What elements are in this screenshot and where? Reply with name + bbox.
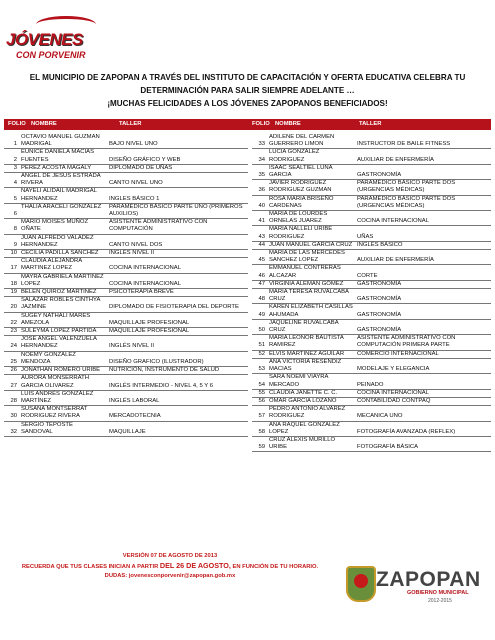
table-row xyxy=(252,359,491,374)
folio-cell: 24 xyxy=(10,343,17,350)
table-row xyxy=(4,313,248,328)
header-taller-left: TALLER xyxy=(119,121,142,127)
taller-cell: ASISTENTE ADMINISTRATIVO CON COMPUTACIÓN PRIMERA PARTE xyxy=(357,335,456,349)
nombre-cell: ANA VICTORIA RESENDIZ MACIAS xyxy=(269,358,342,373)
taller-cell: COCINA INTERNACIONAL xyxy=(357,218,430,225)
folio-cell: 6 xyxy=(13,211,17,218)
taller-cell: ASISTENTE ADMINISTRATIVO CON COMPUTACIÓN xyxy=(109,219,208,233)
taller-cell: CONTABILIDAD CONTPAQ xyxy=(357,397,431,404)
nombre-cell: MARIA TERESA RUVALCABA CRUZ xyxy=(269,289,349,303)
taller-cell: PARAMÉDICO BÁSICO PARTE UNO (PRIMEROS AUXILIOS) xyxy=(109,203,243,218)
folio-cell: 47 xyxy=(258,280,265,287)
zapopan-crest-icon xyxy=(346,566,376,602)
table-row xyxy=(252,289,491,304)
taller-cell: COCINA INTERNACIONAL xyxy=(109,265,182,272)
table-row xyxy=(4,367,248,375)
table-row xyxy=(4,134,248,149)
folio-cell: 49 xyxy=(258,311,265,318)
nombre-cell: BELEN QUIROZ MARTINEZ xyxy=(21,289,97,296)
folio-cell: 10 xyxy=(10,250,17,257)
folio-cell: 54 xyxy=(258,381,265,388)
nombre-cell: SULEYMA LOPEZ PARTIDA xyxy=(21,328,97,335)
folio-cell: 51 xyxy=(258,342,265,349)
start-date: DEL 26 DE AGOSTO, xyxy=(159,561,231,570)
nombre-cell: ANGEL DE JESUS ESTRADA RIVERA xyxy=(21,173,101,187)
taller-cell: CANTO NIVEL UNO xyxy=(109,180,163,187)
taller-cell: FOTOGRAFÍA AVANZADA (REFLEX) xyxy=(357,428,456,435)
table-row xyxy=(252,196,491,211)
table-row xyxy=(252,250,491,265)
folio-cell: 52 xyxy=(258,350,265,357)
nombre-cell: JONATHAN ROMERO URIBE xyxy=(21,367,101,374)
folio-cell: 32 xyxy=(10,428,17,435)
taller-cell: INGLÉS NIVEL II xyxy=(109,343,154,350)
table-row xyxy=(252,320,491,335)
nombre-cell: NOEMY GONZALEZ MENDOZA xyxy=(21,351,76,365)
nombre-cell: CLAUDIA ALEJANDRA MARTINEZ LOPEZ xyxy=(21,258,82,272)
nombre-cell: PEDRO ANTONIO ALVAREZ RODRIGUEZ xyxy=(269,406,346,420)
nombre-cell: CECILIA PADILLA SANCHEZ xyxy=(21,250,99,257)
taller-cell: AUXILIAR DE ENFERMERÍA xyxy=(357,156,434,163)
taller-cell: INSTRUCTOR DE BAILE FITNESS xyxy=(357,141,451,148)
table-row xyxy=(4,149,248,164)
taller-cell: COCINA INTERNACIONAL xyxy=(109,280,182,287)
nombre-cell: SUGEY NATHALI MARES AMEZOLA xyxy=(21,312,91,326)
table-row xyxy=(4,165,248,173)
taller-cell: MAQUILLAJE PROFESIONAL xyxy=(109,328,190,335)
nombre-cell: KAREN ELIZABETH CASILLAS AHUMADA xyxy=(269,304,353,318)
table-row xyxy=(252,398,491,406)
nombre-cell: MARIO MOISES MUÑOZ OÑATE xyxy=(21,219,89,233)
folio-cell: 30 xyxy=(10,413,17,420)
folio-cell: 9 xyxy=(13,241,17,248)
gobierno-municipal-text: GOBIERNO MUNICIPAL xyxy=(407,590,469,596)
taller-cell: INGLÉS INTERMEDIO - NIVEL 4, 5 Y 6 xyxy=(109,382,213,389)
taller-cell: PARAMÉDICO BÁSICO PARTE DOS (URGENCIAS MÉDICAS) xyxy=(357,195,456,209)
nombre-cell: ROSA MARIA BRISEÑO CARDENAS xyxy=(269,195,334,209)
folio-cell: 50 xyxy=(258,327,265,334)
folio-cell: 55 xyxy=(258,389,265,396)
folio-cell: 40 xyxy=(258,202,265,209)
table-row xyxy=(4,352,248,367)
folio-cell: 33 xyxy=(258,141,265,148)
nombre-cell: ISAAC SEALTIEL LUNA GARCIA xyxy=(269,164,333,179)
table-row xyxy=(252,335,491,350)
table-row xyxy=(252,406,491,421)
nombre-cell: EMMANUEL CONTRERAS ALCAZAR xyxy=(269,265,341,279)
taller-cell: MAQUILLAJE xyxy=(109,428,146,435)
nombre-cell: SALAZAR ROBLES CINTHYA JAZMINE xyxy=(21,297,101,311)
table-row xyxy=(252,351,491,359)
zapopan-logo-text: ZAPOPAN xyxy=(376,568,481,591)
folio-cell: 45 xyxy=(258,257,265,264)
folio-cell: 41 xyxy=(258,218,265,225)
table-row xyxy=(4,188,248,203)
nombre-cell: PEREZ ACOSTA MAGALY xyxy=(21,164,92,171)
nombre-cell: SUSANA MONTSERRAT RODRIGUEZ RIVERA xyxy=(21,406,88,420)
folio-cell: 44 xyxy=(258,241,265,248)
folio-cell: 43 xyxy=(258,233,265,240)
table-row xyxy=(252,281,491,289)
table-row xyxy=(252,165,491,180)
nombre-cell: JAQUELINE RUVALCABA CRUZ xyxy=(269,319,339,334)
nombre-cell: NAYELI ALIDAIL MADRIGAL HERNANDEZ xyxy=(21,188,97,202)
table-row xyxy=(252,422,491,437)
taller-cell: COCINA INTERNACIONAL xyxy=(357,389,430,396)
taller-cell: GASTRONOMÍA xyxy=(357,311,402,318)
taller-cell: MECANICA UNO xyxy=(357,413,403,420)
table-row xyxy=(4,204,248,219)
taller-cell: MAQUILLAJE PROFESIONAL xyxy=(109,319,190,326)
jovenes-con-porvenir-logo xyxy=(6,12,116,72)
table-row xyxy=(4,336,248,351)
table-row xyxy=(4,235,248,250)
nombre-cell: AURORA MONSERRATH GARCIA OLIVAREZ xyxy=(21,375,89,389)
reminder-text: RECUERDA QUE TUS CLASES INICIAN A PARTIR DEL 26 DE AGOSTO, EN FUNCIÓN DE TU HORARIO. xyxy=(21,561,319,570)
folio-cell: 8 xyxy=(13,226,17,233)
logo-line-1: JÓVENES xyxy=(6,30,83,49)
taller-cell: PEINADO xyxy=(357,381,384,388)
term-years-text: 2012-2015 xyxy=(428,598,452,604)
heading-line-3: ¡MUCHAS FELICIDADES A LOS JÓVENES ZAPOPANOS BENEFICIADOS! xyxy=(107,99,388,108)
folio-cell: 26 xyxy=(10,367,17,374)
taller-cell: MERCADOTECNIA xyxy=(109,413,161,420)
folio-cell: 59 xyxy=(258,444,265,451)
table-row xyxy=(4,422,248,437)
header-taller-right: TALLER xyxy=(359,121,382,127)
page-heading xyxy=(20,71,475,110)
taller-cell: DISEÑO GRÁFICO Y WEB xyxy=(109,156,181,163)
nombre-cell: VIRGINIA ALEMAN GÓMEZ xyxy=(269,280,344,287)
nombre-cell: JAVIER RODRIGUEZ RODRIGUEZ GUZMAN xyxy=(269,180,332,194)
nombre-cell: JUAN ALFREDO VALADEZ HERNANDEZ xyxy=(21,234,94,248)
nombre-cell: OCTAVIO MANUEL GUZMAN MADRIGAL xyxy=(21,134,100,148)
folio-cell: 25 xyxy=(10,358,17,365)
nombre-cell: MARIA NALLELI URIBE RODRIGUEZ xyxy=(269,226,333,240)
folio-cell: 20 xyxy=(10,304,17,311)
nombre-cell: MARIA DE LOURDES ORNELAS JUAREZ xyxy=(269,211,328,225)
logo-line-2: CON PORVENIR xyxy=(16,50,86,60)
table-row xyxy=(4,258,248,273)
folio-cell: 53 xyxy=(258,366,265,373)
table-row xyxy=(4,375,248,390)
table-row xyxy=(252,211,491,226)
folio-cell: 4 xyxy=(13,180,17,187)
folio-cell: 27 xyxy=(10,382,17,389)
heading-line-2: DETERMINACIÓN PARA SALIR SIEMPRE ADELANTE … xyxy=(140,86,355,95)
nombre-cell: JUAN MANUEL GARCIA CRUZ xyxy=(269,241,353,248)
taller-cell: BAJO NIVEL UNO xyxy=(109,141,158,148)
taller-cell: PARAMÉDICO BÁSICO PARTE DOS (URGENCIAS MÉDICAS) xyxy=(357,180,456,194)
table-row xyxy=(4,250,248,258)
folio-cell: 23 xyxy=(10,328,17,335)
nombre-cell: SERGIO TEPOSTE SANDOVAL xyxy=(21,421,73,435)
taller-cell: GASTRONOMÍA xyxy=(357,280,402,287)
taller-cell: GASTRONOMÍA xyxy=(357,296,402,303)
table-row xyxy=(4,289,248,297)
nombre-cell: ELVIS MARTINEZ AGUILAR xyxy=(269,350,345,357)
table-row xyxy=(252,134,491,149)
nombre-cell: MARIA LEONOR BAUTISTA RAMIREZ xyxy=(269,335,344,349)
nombre-cell: OMAR GARCIA LOZANO xyxy=(269,397,337,404)
taller-cell: MODELAJE Y ELEGANCIA xyxy=(357,366,430,373)
taller-cell: CANTO NIVEL DOS xyxy=(109,241,163,248)
header-folio-right: FOLIO xyxy=(252,121,270,127)
folio-cell: 18 xyxy=(10,280,17,287)
taller-cell: INGLÉS NIVEL II xyxy=(109,250,154,257)
taller-cell: UÑAS xyxy=(357,233,374,240)
folio-cell: 5 xyxy=(13,195,17,202)
footer-notice xyxy=(0,552,340,581)
doubts-text: DUDAS: jovenesconporvenir@zapopan.gob.mx xyxy=(104,573,236,579)
nombre-cell: SARA NOEMI VIAYRA MERCADO xyxy=(269,374,329,388)
table-row xyxy=(252,390,491,398)
taller-cell: PSICOTERAPIA BREVE xyxy=(109,289,174,296)
nombre-cell: ADILENE DEL CARMEN GUERRERO LIMON xyxy=(269,134,335,148)
folio-cell: 1 xyxy=(13,141,17,148)
taller-cell: CORTE xyxy=(357,272,378,279)
nombre-cell: LUCIA GONZALEZ RODRIGUEZ xyxy=(269,149,320,163)
folio-cell: 28 xyxy=(10,397,17,404)
taller-cell: GASTRONOMÍA xyxy=(357,172,402,179)
folio-cell: 56 xyxy=(258,397,265,404)
nombre-cell: MARIA DE LAS MERCEDES SANCHEZ LOPEZ xyxy=(269,250,345,264)
folio-cell: 22 xyxy=(10,319,17,326)
nombre-cell: ANA RAQUEL GONZALEZ LOPEZ xyxy=(269,421,340,435)
right-table-column xyxy=(252,134,491,452)
table-row xyxy=(252,242,491,250)
table-row xyxy=(252,265,491,280)
folio-cell: 2 xyxy=(13,156,17,163)
left-table-column xyxy=(4,134,248,437)
table-header xyxy=(4,119,491,130)
nombre-cell: THALIA ARACELI GONZALEZ xyxy=(21,203,102,210)
taller-cell: AUXILIAR DE ENFERMERÍA xyxy=(357,257,434,264)
nombre-cell: MAYRA GABRIELA MARTINEZ LOPEZ xyxy=(21,273,104,287)
header-nombre-left: NOMBRE xyxy=(31,121,57,127)
folio-cell: 35 xyxy=(258,172,265,179)
nombre-cell: CRUZ ALEXIS MURILLO URIBE xyxy=(269,436,336,451)
nombre-cell: LUIS ANDRÉS GONZÁLEZ MARTÍNEZ xyxy=(21,390,94,404)
taller-cell: DIPLOMADO DE UÑAS xyxy=(109,164,173,171)
table-row xyxy=(4,274,248,289)
header-folio-left: FOLIO xyxy=(8,121,26,127)
nombre-cell: CLAUDIA JANETTE C. C. xyxy=(269,389,338,396)
table-row xyxy=(4,297,248,312)
nombre-cell: EUNICE DANIELA MACIAS FUENTES xyxy=(21,149,94,163)
folio-cell: 36 xyxy=(258,187,265,194)
nombre-cell: JOSE ANGEL VALENZUELA HERNANDEZ xyxy=(21,336,97,350)
taller-cell: INGLÉS BÁSICO xyxy=(357,241,403,248)
folio-cell: 57 xyxy=(258,413,265,420)
table-row xyxy=(252,180,491,195)
table-row xyxy=(4,406,248,421)
taller-cell: GASTRONOMÍA xyxy=(357,327,402,334)
table-row xyxy=(4,391,248,406)
taller-cell: NUTRICIÓN, INSTRUMENTO DE SALUD xyxy=(109,367,220,374)
version-text: VERSIÓN 07 DE AGOSTO DE 2013 xyxy=(122,553,218,559)
table-row xyxy=(252,226,491,241)
folio-cell: 46 xyxy=(258,272,265,279)
table-row xyxy=(252,374,491,389)
folio-cell: 58 xyxy=(258,428,265,435)
taller-cell: INGLÉS LABORAL xyxy=(109,397,160,404)
table-row xyxy=(252,304,491,319)
folio-cell: 48 xyxy=(258,296,265,303)
taller-cell: DISEÑO GRAFICO (ILUSTRADOR) xyxy=(109,358,204,365)
folio-cell: 3 xyxy=(13,164,17,171)
folio-cell: 17 xyxy=(10,265,17,272)
table-row xyxy=(4,328,248,336)
table-row xyxy=(4,173,248,188)
heading-line-1: EL MUNICIPIO DE ZAPOPAN A TRAVÉS DEL INSTITUTO DE CAPACITACIÓN Y OFERTA EDUCATIVA CELEBRA TU xyxy=(29,73,466,82)
table-row xyxy=(252,437,491,452)
taller-cell: COMERCIO INTERNACIONAL xyxy=(357,350,439,357)
folio-cell: 34 xyxy=(258,156,265,163)
table-row xyxy=(252,149,491,164)
taller-cell: FOTOGRAFÍA BÁSICA xyxy=(357,444,419,451)
table-row xyxy=(4,219,248,234)
header-nombre-right: NOMBRE xyxy=(275,121,301,127)
folio-cell: 19 xyxy=(10,289,17,296)
taller-cell: DIPLOMADO DE FISIOTERAPIA DEL DEPORTE xyxy=(109,304,239,311)
taller-cell: INGLES BÁSICO 1 xyxy=(109,195,160,202)
